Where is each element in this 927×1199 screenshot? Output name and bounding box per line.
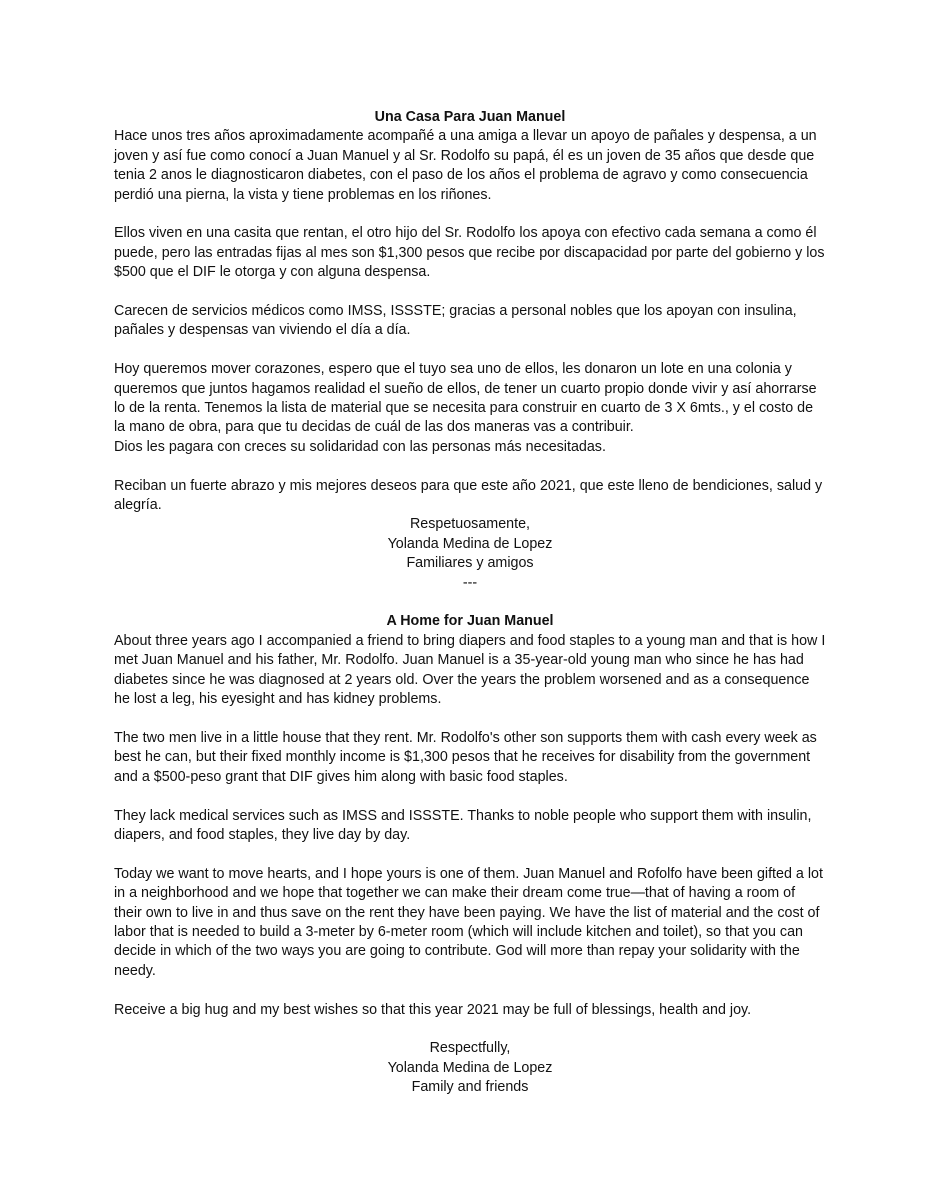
spanish-paragraph-4b: Dios les pagara con creces su solidaridad con las personas más necesitadas. xyxy=(114,438,606,455)
english-paragraph-3: They lack medical services such as IMSS and ISSSTE. Thanks to noble people who support them with insulin, diapers, and food staples, they live day by day. xyxy=(114,807,812,843)
english-paragraph-4: Today we want to move hearts, and I hope yours is one of them. Juan Manuel and Rofolfo have been gifted a lot in a neighborhood and we hope that together we can make their dream come true—that of having a room of their own to live in and thus save on the rent they have been paying. We have the list of material and the cost of labor that is needed to build a 3-meter by 6-meter room (which will include kitchen and toilet), so that you can decide in which of the two ways you are going to contribute. God will more than repay your solidarity with the needy. xyxy=(114,865,823,979)
spanish-paragraph-5: Reciban un fuerte abrazo y mis mejores deseos para que este año 2021, que este lleno de bendiciones, salud y alegría. xyxy=(114,477,823,514)
english-group: Family and friends xyxy=(411,1079,529,1096)
spanish-signer: Yolanda Medina de Lopez xyxy=(387,535,553,552)
spanish-paragraph-2: Ellos viven en una casita que rentan, el otro hijo del Sr. Rodolfo los apoya con efectivo cada semana a como él puede, pero las entradas fijas al mes son $1,300 pesos que recibe por discapacidad por parte del gobierno y los $500 que el DIF le otorga y con alguna despensa. xyxy=(114,225,825,281)
english-signer: Yolanda Medina de Lopez xyxy=(387,1059,553,1076)
english-closing: Respectfully, xyxy=(429,1040,511,1057)
english-paragraph-2: The two men live in a little house that they rent. Mr. Rodolfo's other son supports them with cash every week as best he can, but their fixed monthly income is $1,300 pesos that he receives for disability from the government and a $500-peso grant that DIF gives him along with basic food staples. xyxy=(114,729,817,785)
english-title: A Home for Juan Manuel xyxy=(386,613,554,630)
spanish-paragraph-3: Carecen de servicios médicos como IMSS, ISSSTE; gracias a personal nobles que los apoyan con insulina, pañales y despensas van viviendo el día a día. xyxy=(114,303,797,339)
spanish-group: Familiares y amigos xyxy=(406,555,534,572)
spanish-paragraph-1: Hace unos tres años aproximadamente acompañé a una amiga a llevar un apoyo de pañales y despensa, a un joven y así fue como conocí a Juan Manuel y al Sr. Rodolfo su papá, él es un joven de 35 años que desde que tenia 2 anos le diagnosticaron diabetes, con el paso de los años el problema de agravo y como consecuencia perdió una pierna, la vista y tiene problemas en los riñones. xyxy=(114,128,817,203)
english-paragraph-5: Receive a big hug and my best wishes so that this year 2021 may be full of blessings, health and joy. xyxy=(114,1001,752,1018)
section-separator: --- xyxy=(462,574,478,591)
spanish-paragraph-4: Hoy queremos mover corazones, espero que el tuyo sea uno de ellos, les donaron un lote en una colonia y queremos que juntos hagamos realidad el sueño de ellos, de tener un cuarto propio donde vivir y así ahorrarse lo de la renta. Tenemos la lista de material que se necesita para construir en cuarto de 3 X 6mts., y el costo de la mano de obra, para que tu decidas de cuál de las dos maneras vas a contribuir. xyxy=(114,361,817,436)
spanish-title: Una Casa Para Juan Manuel xyxy=(374,109,566,125)
english-paragraph-1: About three years ago I accompanied a friend to bring diapers and food staples to a young man and that is how I met Juan Manuel and his father, Mr. Rodolfo. Juan Manuel is a 35-year-old young man who since he has had diabetes since he was diagnosed at 2 years old. Over the years the problem worsened and as a consequence he lost a leg, his eyesight and has kidney problems. xyxy=(114,632,826,708)
spanish-closing: Respetuosamente, xyxy=(409,516,530,533)
letter-page xyxy=(114,108,826,1098)
spacer xyxy=(114,593,826,612)
